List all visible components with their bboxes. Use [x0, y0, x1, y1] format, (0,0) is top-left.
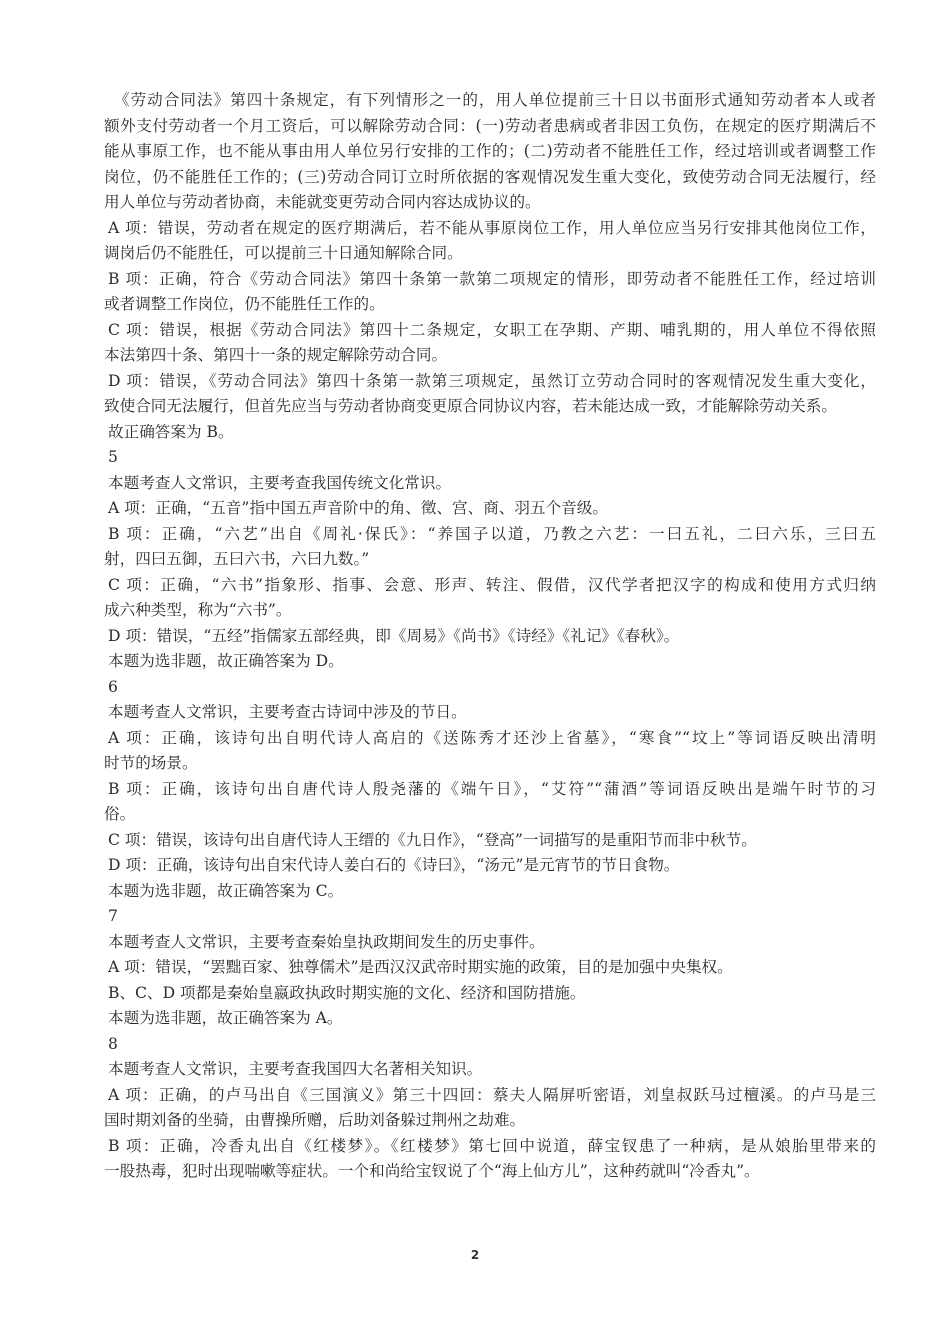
- text-line: 6: [108, 677, 118, 696]
- paragraph: [104, 318, 876, 369]
- text-line: 7: [108, 907, 118, 925]
- text-line: 本题为选非题，故正确答案为 A。: [108, 1009, 343, 1027]
- text-line: 额外支付劳动者一个月工资后，可以解除劳动合同：(一)劳动者患病或者非因工负伤，在规定的医疗期满后不: [104, 116, 876, 135]
- text-line: 调岗后仍不能胜任，可以提前三十日通知解除合同。: [104, 244, 463, 262]
- text-line: 本题考查人文常识，主要考查我国四大名著相关知识。: [108, 1060, 483, 1078]
- paragraph: [104, 1134, 876, 1185]
- text-line: A 项：正确，“五音”指中国五声音阶中的角、徵、宫、商、羽五个音级。: [108, 499, 608, 517]
- text-line: 本法第四十条、第四十一条的规定解除劳动合同。: [104, 346, 448, 364]
- text-line: C 项：错误，该诗句出自唐代诗人王缙的《九日作》，“登高”一词描写的是重阳节而非中秋节。: [108, 830, 757, 849]
- paragraph: [104, 420, 876, 446]
- text-line: 俗。: [104, 805, 136, 823]
- text-line: 射，四曰五御，五曰六书，六曰九数。”: [104, 550, 370, 568]
- paragraph: [104, 369, 876, 420]
- text-line: B 项：正确，冷香丸出自《红楼梦》。《红楼梦》第七回中说道，薛宝钗患了一种病，是从娘胎里带来的: [108, 1136, 876, 1155]
- paragraph: [104, 522, 876, 573]
- paragraph: [104, 1006, 876, 1032]
- text-line: 岗位，仍不能胜任工作的；(三)劳动合同订立时所依据的客观情况发生重大变化，致使劳动合同无法履行，经: [104, 167, 876, 186]
- page-number: 2: [470, 1248, 480, 1262]
- text-line: 《劳动合同法》第四十条规定，有下列情形之一的，用人单位提前三十日以书面形式通知劳动者本人或者: [114, 91, 876, 109]
- paragraph: [104, 471, 876, 497]
- text-line: 时节的场景。: [104, 754, 198, 772]
- paragraph: [104, 496, 876, 522]
- text-line: C 项：错误，根据《劳动合同法》第四十二条规定，女职工在孕期、产期、哺乳期的，用人单位不得依照: [108, 320, 876, 339]
- text-line: 本题为选非题，故正确答案为 C。: [108, 881, 344, 900]
- text-line: 成六种类型，称为“六书”。: [104, 601, 292, 619]
- text-line: 本题考查人文常识，主要考查秦始皇执政期间发生的历史事件。: [108, 932, 545, 951]
- text-line: 或者调整工作岗位，仍不能胜任工作的。: [104, 295, 385, 313]
- paragraph: [104, 624, 876, 650]
- paragraph: [104, 649, 876, 675]
- paragraph: [104, 675, 876, 701]
- text-line: B、C、D 项都是秦始皇嬴政执政时期实施的文化、经济和国防措施。: [108, 983, 586, 1002]
- text-line: B 项：正确，该诗句出自唐代诗人殷尧藩的《端午日》，“艾符”“蒲酒”等词语反映出是端午时节的习: [108, 779, 876, 798]
- text-line: A 项：错误，“罢黜百家、独尊儒术”是西汉汉武帝时期实施的政策，目的是加强中央集权。: [108, 958, 733, 976]
- paragraph: [104, 1057, 876, 1083]
- text-line: 本题为选非题，故正确答案为 D。: [108, 652, 344, 670]
- text-line: 一股热毒，犯时出现喘嗽等症状。一个和尚给宝钗说了个“海上仙方儿”，这种药就叫“冷香丸”。: [104, 1162, 760, 1180]
- paragraph: [104, 573, 876, 624]
- document-body: [104, 88, 876, 1185]
- paragraph: [104, 955, 876, 981]
- text-line: 8: [108, 1034, 118, 1053]
- paragraph: [104, 930, 876, 956]
- text-line: A 项：错误，劳动者在规定的医疗期满后，若不能从事原岗位工作，用人单位应当另行安排其他岗位工作，: [108, 218, 876, 237]
- text-line: 国时期刘备的坐骑，由曹操所赠，后助刘备躲过荆州之劫难。: [104, 1111, 526, 1129]
- paragraph: [104, 1032, 876, 1058]
- paragraph: [104, 88, 876, 216]
- text-line: D 项：错误，“五经”指儒家五部经典，即《周易》《尚书》《诗经》《礼记》《春秋》。: [108, 626, 680, 645]
- text-line: B 项：正确，符合《劳动合同法》第四十条第一款第二项规定的情形，即劳动者不能胜任工作，经过培训: [108, 269, 876, 288]
- paragraph: [104, 267, 876, 318]
- text-line: 致使合同无法履行，但首先应当与劳动者协商变更原合同协议内容，若未能达成一致，才能解除劳动关系。: [104, 397, 837, 415]
- paragraph: [104, 777, 876, 828]
- paragraph: [104, 1083, 876, 1134]
- text-line: D 项：错误，《劳动合同法》第四十条第一款第三项规定，虽然订立劳动合同时的客观情况发生重大变化，: [108, 371, 876, 390]
- text-line: 本题考查人文常识，主要考查我国传统文化常识。: [108, 473, 452, 492]
- paragraph: [104, 828, 876, 854]
- paragraph: [104, 904, 876, 930]
- text-line: 用人单位与劳动者协商，未能就变更劳动合同内容达成协议的。: [104, 193, 541, 211]
- text-line: A 项：正确，的卢马出自《三国演义》第三十四回：蔡夫人隔屏听密语，刘皇叔跃马过檀溪。的卢马是三: [108, 1085, 876, 1104]
- paragraph: [104, 853, 876, 879]
- text-line: C 项：正确，“六书”指象形、指事、会意、形声、转注、假借，汉代学者把汉字的构成和使用方式归纳: [108, 575, 876, 594]
- text-line: 5: [108, 448, 118, 466]
- paragraph: [104, 445, 876, 471]
- paragraph: [104, 216, 876, 267]
- text-line: A 项：正确，该诗句出自明代诗人高启的《送陈秀才还沙上省墓》，“寒食”“坟上”等词语反映出清明: [108, 728, 876, 747]
- paragraph: [104, 700, 876, 726]
- text-line: D 项：正确，该诗句出自宋代诗人姜白石的《诗曰》，“汤元”是元宵节的节日食物。: [108, 856, 680, 874]
- text-line: 能从事原工作，也不能从事由用人单位另行安排的工作的；(二)劳动者不能胜任工作，经过培训或者调整工作: [104, 142, 876, 160]
- paragraph: [104, 726, 876, 777]
- text-line: 本题考查人文常识，主要考查古诗词中涉及的节日。: [108, 703, 467, 721]
- text-line: 故正确答案为 B。: [108, 422, 234, 441]
- text-line: B 项：正确，“六艺”出自《周礼·保氏》：“养国子以道，乃教之六艺：一曰五礼，二曰六乐，三曰五: [108, 524, 876, 543]
- paragraph: [104, 879, 876, 905]
- paragraph: [104, 981, 876, 1007]
